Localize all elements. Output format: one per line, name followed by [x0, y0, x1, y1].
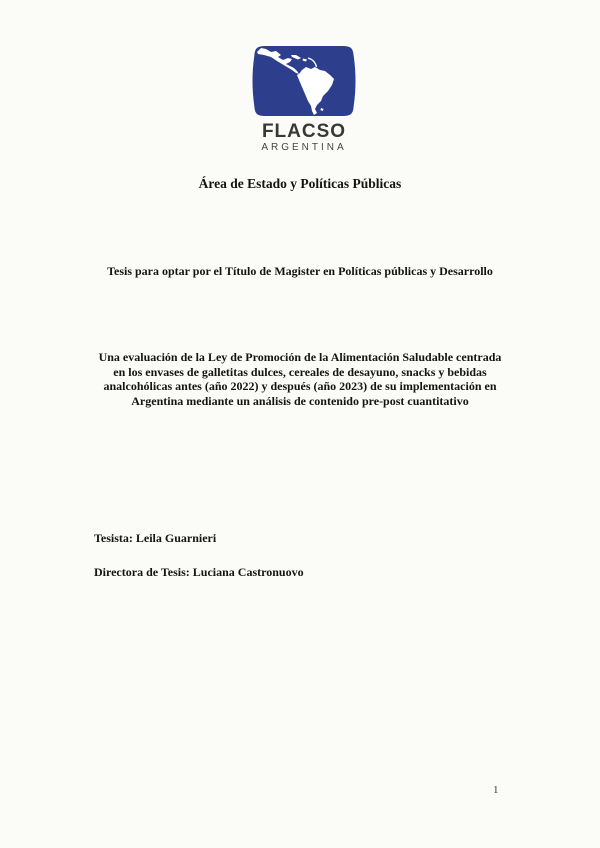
author-block [94, 531, 304, 580]
logo-subtitle: ARGENTINA [261, 142, 347, 153]
degree-line: Tesis para optar por el Título de Magister en Políticas públicas y Desarrollo [107, 264, 493, 278]
thesis-title-line: Argentina mediante un análisis de contenido pre-post cuantitativo [131, 393, 469, 408]
flacso-logo [249, 45, 359, 153]
page-number: 1 [493, 784, 499, 796]
area-heading: Área de Estado y Políticas Públicas [198, 176, 402, 191]
director-line: Directora de Tesis: Luciana Castronuovo [94, 565, 304, 579]
author-line: Tesista: Leila Guarnieri [94, 531, 217, 545]
thesis-title [0, 350, 600, 408]
thesis-title-line: Una evaluación de la Ley de Promoción de la Alimentación Saludable centrada [98, 350, 502, 364]
latin-america-map-icon [252, 45, 356, 117]
thesis-title-line: en los envases de galletitas dulces, cereales de desayuno, snacks y bebidas [113, 364, 487, 379]
logo-wordmark: FLACSO [261, 121, 347, 142]
thesis-title-line: analcohólicas antes (año 2022) y después (año 2023) de su implementación en [103, 379, 497, 394]
